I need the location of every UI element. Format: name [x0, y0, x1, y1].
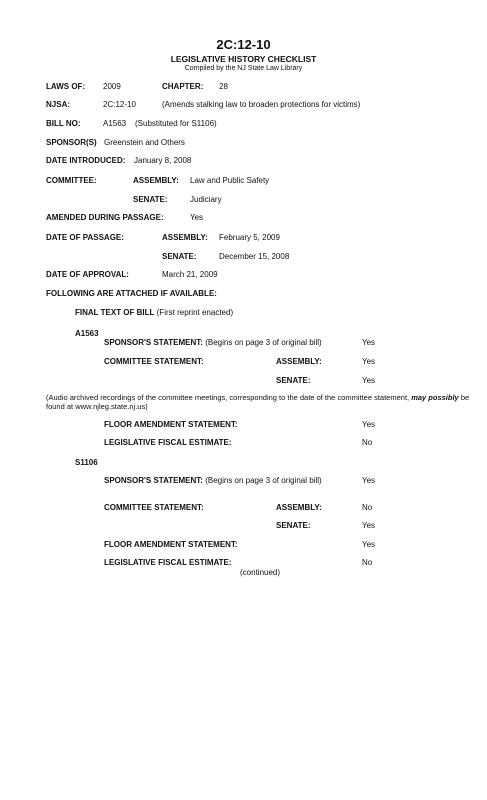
- laws-of-label: LAWS OF:: [46, 82, 86, 91]
- date-introduced-value: January 8, 2008: [134, 156, 192, 165]
- final-text-label: FINAL TEXT OF BILL: [75, 308, 155, 317]
- s1106-fiscal-value: No: [362, 558, 373, 567]
- a1563-committee-senate-label: SENATE:: [276, 376, 311, 385]
- s1106-sponsor-value: Yes: [362, 476, 376, 485]
- bill-no-label: BILL NO:: [46, 119, 81, 128]
- s1106-sponsor-label: SPONSOR'S STATEMENT:: [104, 476, 203, 485]
- audio-archive-note: [46, 393, 476, 411]
- njsa-value: 2C:12-10: [103, 100, 136, 109]
- s1106-fiscal-label: LEGISLATIVE FISCAL ESTIMATE:: [104, 558, 232, 567]
- committee-assembly-label: ASSEMBLY:: [133, 176, 179, 185]
- passage-senate-value: December 15, 2008: [219, 252, 290, 261]
- s1106-committee-label: COMMITTEE STATEMENT:: [104, 503, 204, 512]
- a1563-committee-assembly-label: ASSEMBLY:: [276, 357, 322, 366]
- passage-label: DATE OF PASSAGE:: [46, 233, 124, 242]
- attached-heading: FOLLOWING ARE ATTACHED IF AVAILABLE:: [46, 289, 217, 298]
- passage-assembly-label: ASSEMBLY:: [162, 233, 208, 242]
- passage-senate-label: SENATE:: [162, 252, 197, 261]
- date-introduced-label: DATE INTRODUCED:: [46, 156, 126, 165]
- audio-note-text-1: (Audio archived recordings of the committee meetings, corresponding to the date of the committee statement,: [46, 393, 412, 402]
- bill-no-value: A1563: [103, 119, 127, 128]
- a1563-sponsor-label: SPONSOR'S STATEMENT:: [104, 338, 203, 347]
- s1106-heading: S1106: [75, 458, 98, 467]
- s1106-committee-assembly-label: ASSEMBLY:: [276, 503, 322, 512]
- page-title: 2C:12-10: [216, 37, 271, 52]
- s1106-committee-senate-value: Yes: [362, 521, 376, 530]
- continued-note: (continued): [240, 568, 281, 577]
- s1106-floor-label: FLOOR AMENDMENT STATEMENT:: [104, 540, 238, 549]
- a1563-floor-label: FLOOR AMENDMENT STATEMENT:: [104, 420, 238, 429]
- a1563-sponsor-statement: [104, 338, 322, 348]
- bill-no-substituted: (Substituted for S1106): [135, 119, 217, 128]
- a1563-sponsor-note: (Begins on page 3 of original bill): [205, 338, 322, 347]
- approval-value: March 21, 2009: [162, 270, 218, 279]
- committee-senate-value: Judiciary: [190, 195, 222, 204]
- approval-label: DATE OF APPROVAL:: [46, 270, 129, 279]
- chapter-value: 28: [219, 82, 228, 91]
- laws-of-value: 2009: [103, 82, 121, 91]
- s1106-committee-senate-label: SENATE:: [276, 521, 311, 530]
- a1563-floor-value: Yes: [362, 420, 376, 429]
- a1563-committee-label: COMMITTEE STATEMENT:: [104, 357, 204, 366]
- sponsor-label: SPONSOR(S): [46, 138, 97, 147]
- committee-assembly-value: Law and Public Safety: [190, 176, 270, 185]
- a1563-heading: A1563: [75, 329, 99, 338]
- njsa-label: NJSA:: [46, 100, 71, 109]
- amended-label: AMENDED DURING PASSAGE:: [46, 213, 164, 222]
- sponsor-value: Greenstein and Others: [104, 138, 185, 147]
- a1563-fiscal-label: LEGISLATIVE FISCAL ESTIMATE:: [104, 438, 232, 447]
- chapter-label: CHAPTER:: [162, 82, 204, 91]
- committee-label: COMMITTEE:: [46, 176, 97, 185]
- a1563-sponsor-value: Yes: [362, 338, 376, 347]
- final-text-line: [75, 308, 233, 318]
- amended-value: Yes: [190, 213, 204, 222]
- a1563-committee-assembly-value: Yes: [362, 357, 376, 366]
- s1106-floor-value: Yes: [362, 540, 376, 549]
- final-text-note: (First reprint enacted): [156, 308, 234, 317]
- s1106-sponsor-statement: [104, 476, 322, 486]
- committee-senate-label: SENATE:: [133, 195, 168, 204]
- a1563-fiscal-value: No: [362, 438, 373, 447]
- audio-note-emphasis: may possibly: [411, 393, 459, 402]
- s1106-committee-assembly-value: No: [362, 503, 373, 512]
- s1106-sponsor-note: (Begins on page 3 of original bill): [205, 476, 322, 485]
- njsa-description: (Amends stalking law to broaden protections for victims): [162, 100, 361, 109]
- a1563-committee-senate-value: Yes: [362, 376, 376, 385]
- compiled-by: Compiled by the NJ State Law Library: [184, 65, 303, 72]
- passage-assembly-value: February 5, 2009: [219, 233, 280, 242]
- checklist-heading: LEGISLATIVE HISTORY CHECKLIST: [170, 54, 317, 64]
- audio-note-text-2: be found at www.njleg.state.nj.us): [46, 393, 470, 411]
